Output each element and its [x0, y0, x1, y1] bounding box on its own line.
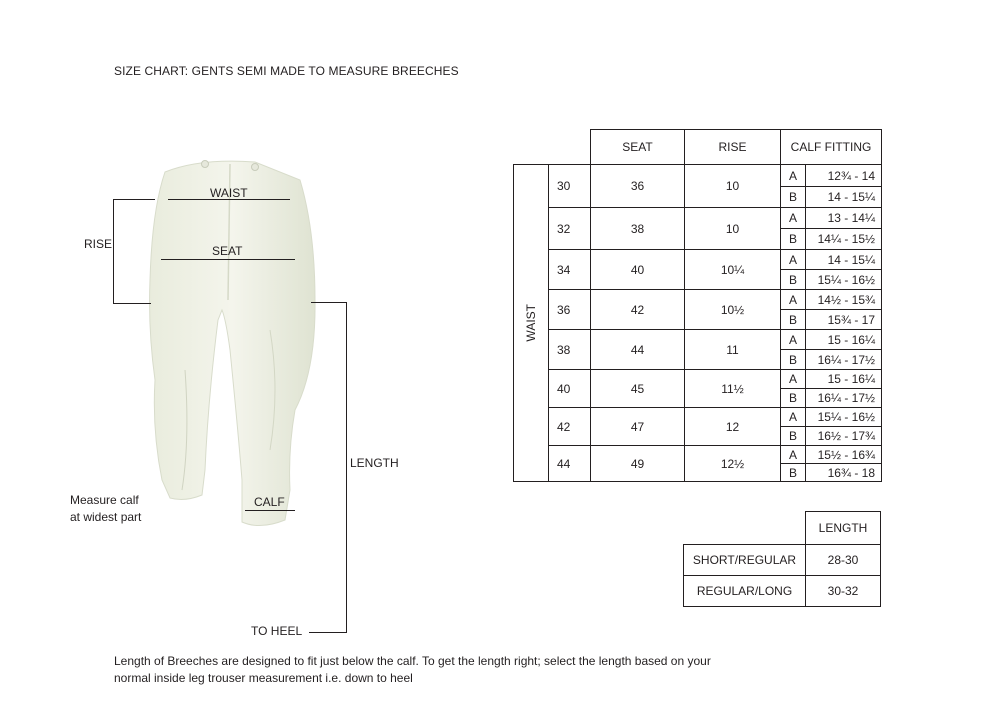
fit-a-label: A — [780, 164, 806, 187]
footer-note — [114, 653, 834, 687]
calf-b-cell: 14¼ - 15½ — [805, 228, 882, 250]
fit-a-label: A — [780, 369, 806, 389]
fit-b-label: B — [780, 269, 806, 290]
calf-a-cell: 12¾ - 14 — [805, 164, 882, 187]
calf-line — [245, 510, 295, 511]
length-bracket-top — [311, 302, 347, 303]
waist-cell: 44 — [548, 445, 591, 482]
fit-a-label: A — [780, 407, 806, 427]
waist-cell: 34 — [548, 249, 591, 290]
to-heel-label: TO HEEL — [251, 624, 303, 638]
fit-b-label: B — [780, 186, 806, 208]
seat-cell: 36 — [590, 164, 685, 208]
header-rise: RISE — [684, 129, 781, 165]
calf-note-line2: at widest part — [70, 510, 142, 524]
calf-a-cell: 15 - 16¼ — [805, 369, 882, 389]
waist-cell: 36 — [548, 289, 591, 330]
calf-b-cell: 16¼ - 17½ — [805, 349, 882, 370]
rise-cell: 10¼ — [684, 249, 781, 290]
rise-bracket-bottom — [113, 303, 151, 304]
row-header-waist-cell — [513, 164, 549, 482]
calf-a-cell: 15½ - 16¾ — [805, 445, 882, 464]
rise-cell: 10½ — [684, 289, 781, 330]
calf-label: CALF — [254, 495, 285, 509]
length-bracket-side — [346, 302, 347, 633]
rise-cell: 10 — [684, 207, 781, 250]
length-label: LENGTH — [350, 456, 399, 470]
seat-line — [161, 259, 295, 260]
calf-b-cell: 16¾ - 18 — [805, 463, 882, 482]
fit-a-label: A — [780, 289, 806, 310]
rise-cell: 12½ — [684, 445, 781, 482]
page-title: SIZE CHART: GENTS SEMI MADE TO MEASURE BREECHES — [114, 64, 459, 78]
length-row-value: 28-30 — [805, 544, 881, 576]
fit-b-label: B — [780, 463, 806, 482]
seat-cell: 47 — [590, 407, 685, 446]
rise-bracket-top — [113, 199, 155, 200]
calf-a-cell: 14 - 15¼ — [805, 249, 882, 270]
rise-label: RISE — [84, 237, 113, 251]
waist-cell: 38 — [548, 329, 591, 370]
rise-cell: 12 — [684, 407, 781, 446]
fit-a-label: A — [780, 329, 806, 350]
rise-cell: 10 — [684, 164, 781, 208]
calf-a-cell: 15¼ - 16½ — [805, 407, 882, 427]
waist-cell: 42 — [548, 407, 591, 446]
calf-b-cell: 15¾ - 17 — [805, 309, 882, 330]
length-row-label: REGULAR/LONG — [683, 575, 806, 607]
seat-cell: 45 — [590, 369, 685, 408]
calf-a-cell: 14½ - 15¾ — [805, 289, 882, 310]
waist-cell: 32 — [548, 207, 591, 250]
rise-bracket-side — [113, 199, 114, 304]
seat-label: SEAT — [212, 244, 243, 258]
fit-a-label: A — [780, 249, 806, 270]
breeches-illustration-icon — [130, 150, 330, 550]
seat-cell: 42 — [590, 289, 685, 330]
calf-a-cell: 15 - 16¼ — [805, 329, 882, 350]
rise-cell: 11 — [684, 329, 781, 370]
calf-b-cell: 14 - 15¼ — [805, 186, 882, 208]
header-calf-fitting: CALF FITTING — [780, 129, 882, 165]
waist-label: WAIST — [210, 186, 248, 200]
length-header: LENGTH — [805, 511, 881, 545]
fit-b-label: B — [780, 309, 806, 330]
length-bracket-bottom — [309, 632, 347, 633]
header-seat: SEAT — [590, 129, 685, 165]
calf-note — [70, 492, 141, 526]
fit-a-label: A — [780, 445, 806, 464]
rise-cell: 11½ — [684, 369, 781, 408]
seat-cell: 44 — [590, 329, 685, 370]
waist-cell: 40 — [548, 369, 591, 408]
calf-a-cell: 13 - 14¼ — [805, 207, 882, 229]
row-header-waist: WAIST — [524, 304, 538, 342]
fit-a-label: A — [780, 207, 806, 229]
calf-b-cell: 16¼ - 17½ — [805, 388, 882, 408]
footer-line2: normal inside leg trouser measurement i.e. down to heel — [114, 671, 413, 685]
calf-b-cell: 15¼ - 16½ — [805, 269, 882, 290]
fit-b-label: B — [780, 349, 806, 370]
length-row-value: 30-32 — [805, 575, 881, 607]
calf-note-line1: Measure calf — [70, 493, 139, 507]
seat-cell: 49 — [590, 445, 685, 482]
seat-cell: 38 — [590, 207, 685, 250]
footer-line1: Length of Breeches are designed to fit just below the calf. To get the length right; select the length based on your — [114, 654, 711, 668]
seat-cell: 40 — [590, 249, 685, 290]
length-row-label: SHORT/REGULAR — [683, 544, 806, 576]
fit-b-label: B — [780, 228, 806, 250]
fit-b-label: B — [780, 426, 806, 446]
waist-cell: 30 — [548, 164, 591, 208]
calf-b-cell: 16½ - 17¾ — [805, 426, 882, 446]
fit-b-label: B — [780, 388, 806, 408]
